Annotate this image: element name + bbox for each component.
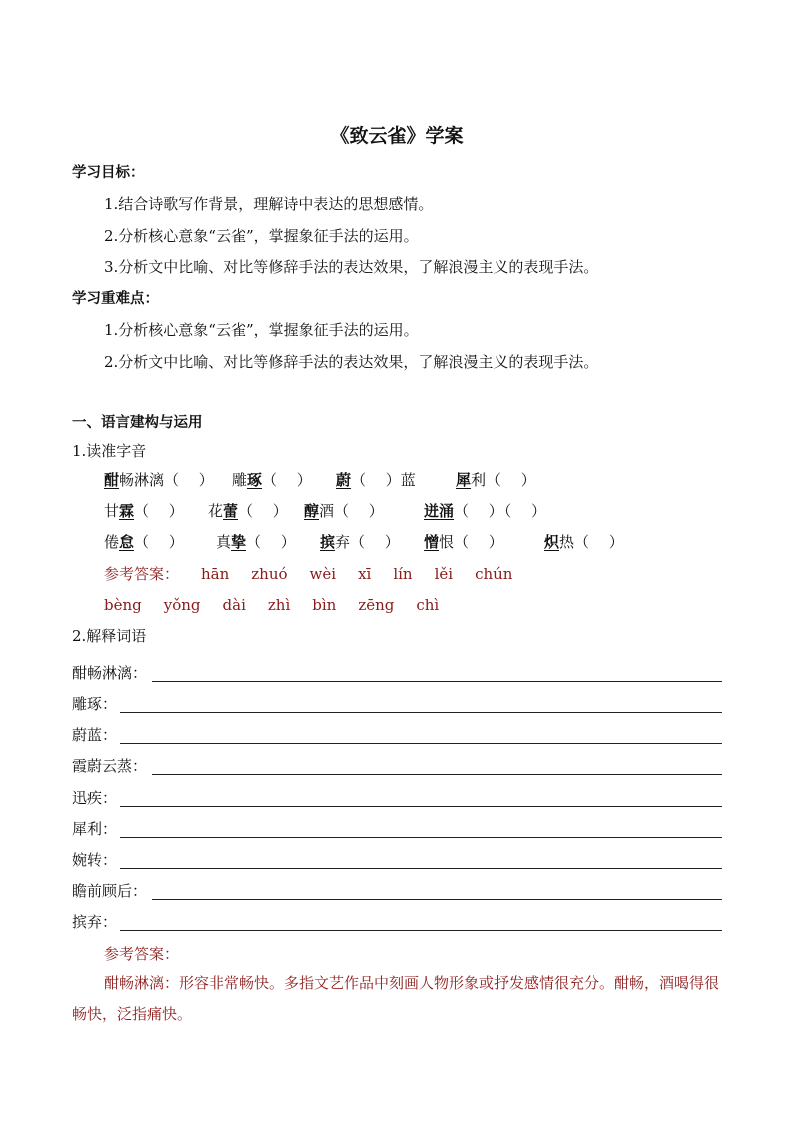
answer-blank-line[interactable] [120,806,722,807]
answer-blank-line[interactable] [120,868,722,869]
pinyin-answer: hān [201,565,230,583]
sub-heading-vocabulary: 2.解释词语 [72,627,147,645]
key-point-2: 2.分析文中比喻、对比等修辞手法的表达效果，了解浪漫主义的表现手法。 [104,353,599,371]
pinyin-answer: bìn [312,596,337,614]
pinyin-answer: bèng [104,596,142,614]
vocab-row [72,662,722,684]
vocab-answer-label: 参考答案： [104,945,180,963]
word-item: 醇酒（ ） [304,502,384,520]
vocab-term: 雕琢： [72,695,118,713]
pinyin-answer: wèi [309,565,337,583]
word-item: 雕琢（ ） [232,471,312,489]
vocab-row [72,911,722,933]
vocab-term: 犀利： [72,820,118,838]
goal-item-1: 1.结合诗歌写作背景，理解诗中表达的思想感情。 [104,195,434,213]
page-title: 《致云雀》学案 [330,125,464,147]
answer-blank-line[interactable] [152,681,722,682]
word-item: 花蕾（ ） [208,502,288,520]
goal-item-3: 3.分析文中比喻、对比等修辞手法的表达效果，了解浪漫主义的表现手法。 [104,258,599,276]
vocab-row [72,693,722,715]
key-point-1: 1.分析核心意象“云雀”，掌握象征手法的运用。 [104,321,419,339]
vocab-term: 婉转： [72,851,118,869]
pinyin-answers-1 [104,563,534,585]
vocab-answer-text: 酣畅淋漓：形容非常畅快。多指文艺作品中刻画人物形象或抒发感情很充分。酣畅，酒喝得很畅快，泛指痛快。 [72,974,720,1023]
answer-blank-line[interactable] [152,774,722,775]
vocab-term: 霞蔚云蒸： [72,757,148,775]
answer-blank-line[interactable] [120,743,722,744]
word-item: 蔚（ ）蓝 [336,471,416,489]
word-item: 真挚（ ） [216,533,296,551]
answer-blank-line[interactable] [120,930,722,931]
pinyin-answer: zhì [267,596,291,614]
word-item: 迸涌（ ）（ ） [424,502,547,520]
vocab-term: 迅疾： [72,789,118,807]
pinyin-answer: chún [475,565,513,583]
vocab-row [72,849,722,871]
vocab-row [72,880,722,902]
key-points-heading: 学习重难点： [72,291,159,307]
vocab-term: 蔚蓝： [72,726,118,744]
pinyin-answer: xī [358,565,372,583]
word-item: 摈弃（ ） [320,533,400,551]
answer-blank-line[interactable] [120,712,722,713]
pinyin-answer: lěi [434,565,454,583]
vocab-term: 瞻前顾后： [72,882,148,900]
sub-heading-pronunciation: 1.读准字音 [72,442,147,460]
answer-label: 参考答案： [104,565,180,583]
pinyin-answer: yǒng [163,596,201,614]
pinyin-answer: chì [416,596,440,614]
word-item: 犀利（ ） [456,471,536,489]
word-item: 炽热（ ） [544,533,624,551]
answer-blank-line[interactable] [152,899,722,900]
pinyin-answer: lín [393,565,413,583]
vocab-term: 酣畅淋漓： [72,664,148,682]
word-item: 酣畅淋漓（ ） [104,471,214,489]
vocab-row [72,818,722,840]
pinyin-answer: zhuó [251,565,288,583]
pinyin-answer: zēng [358,596,395,614]
pinyin-answers-2 [104,594,461,616]
answer-blank-line[interactable] [120,837,722,838]
vocab-row [72,787,722,809]
goals-heading: 学习目标： [72,165,145,181]
vocab-row [72,755,722,777]
word-item: 甘霖（ ） [104,502,184,520]
word-item: 倦怠（ ） [104,533,184,551]
pinyin-answer: dài [222,596,246,614]
word-item: 憎恨（ ） [424,533,504,551]
goal-item-2: 2.分析核心意象“云雀”，掌握象征手法的运用。 [104,227,419,245]
vocab-term: 摈弃： [72,913,118,931]
section1-heading: 一、语言建构与运用 [72,415,203,431]
vocab-row [72,724,722,746]
